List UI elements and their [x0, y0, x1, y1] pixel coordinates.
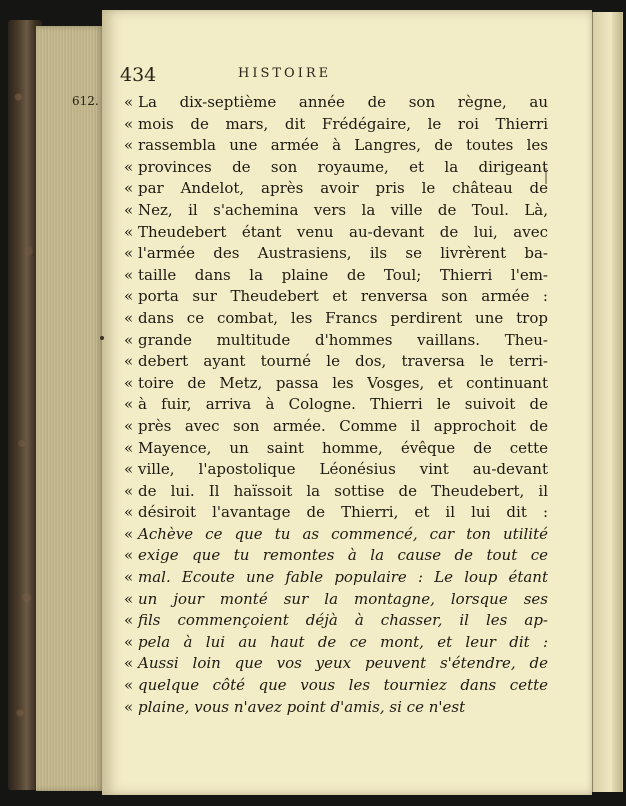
text-line	[124, 286, 548, 308]
line-text: de lui. Il haïssoit la sottise de Theudebert, il	[138, 481, 548, 500]
text-line	[124, 92, 548, 114]
line-text: grande multitude d'hommes vaillans. Theu-	[138, 330, 548, 349]
text-line	[124, 265, 548, 287]
quote-mark: «	[124, 308, 134, 327]
text-line	[124, 373, 548, 395]
text-line	[124, 567, 548, 589]
quote-mark: «	[124, 244, 134, 263]
text-line	[124, 114, 548, 136]
line-text: plaine, vous n'avez point d'amis, si ce n'est	[138, 697, 466, 716]
line-text: fils commençoient déjà à chasser, il les ap-	[138, 611, 548, 630]
line-text: désiroit l'avantage de Thierri, et il lui dit :	[138, 503, 548, 522]
quote-mark: «	[124, 114, 134, 133]
text-line	[124, 135, 548, 157]
line-text: mois de mars, dit Frédégaire, le roi Thierri	[138, 114, 548, 133]
line-text: Theudebert étant venu au-devant de lui, avec	[138, 222, 548, 241]
line-text: rassembla une armée à Langres, de toutes les	[138, 136, 548, 155]
line-text: ville, l'apostolique Léonésius vint au-devant	[138, 460, 548, 479]
text-line	[124, 524, 548, 546]
quote-mark: «	[124, 93, 134, 111]
text-line	[124, 632, 548, 654]
text-line	[124, 416, 548, 438]
page-edges	[36, 26, 104, 791]
quote-mark: «	[124, 222, 134, 241]
quote-mark: «	[124, 265, 134, 284]
line-text: Aussi loin que vos yeux peuvent s'étendre, de	[138, 654, 548, 673]
quote-mark: «	[124, 481, 134, 500]
quote-mark: «	[124, 287, 134, 306]
text-line	[124, 308, 548, 330]
text-line	[124, 481, 548, 503]
quote-mark: «	[124, 568, 134, 587]
quote-mark: «	[124, 157, 134, 176]
text-line	[124, 697, 548, 719]
quote-mark: «	[124, 352, 134, 371]
quote-mark: «	[124, 330, 134, 349]
quote-mark: «	[124, 697, 134, 716]
body-text	[124, 92, 548, 718]
line-text: quelque côté que vous les tourniez dans cette	[138, 676, 548, 695]
text-line	[124, 330, 548, 352]
line-text: toire de Metz, passa les Vosges, et continuant	[138, 373, 548, 392]
line-text: l'armée des Austrasiens, ils se livrèrent ba-	[138, 244, 548, 263]
quote-mark: «	[124, 632, 134, 651]
text-line	[124, 157, 548, 179]
running-head: HISTOIRE	[238, 66, 332, 81]
line-text: Achève ce que tu as commencé, car ton utilité	[138, 524, 548, 543]
text-line	[124, 653, 548, 675]
quote-mark: «	[124, 503, 134, 522]
text-line	[124, 351, 548, 373]
quote-mark: «	[124, 611, 134, 630]
text-line	[124, 394, 548, 416]
quote-mark: «	[124, 589, 134, 608]
line-text: exige que tu remontes à la cause de tout ce	[138, 546, 548, 565]
line-text: Mayence, un saint homme, évêque de cette	[138, 438, 548, 457]
line-text: debert ayant tourné le dos, traversa le terri-	[138, 352, 548, 371]
line-text: taille dans la plaine de Toul; Thierri l'em-	[138, 265, 548, 284]
text-line	[124, 222, 548, 244]
line-text: un jour monté sur la montagne, lorsque ses	[138, 589, 548, 608]
quote-mark: «	[124, 676, 134, 695]
quote-mark: «	[124, 416, 134, 435]
line-text: provinces de son royaume, et la dirigeant	[138, 157, 548, 176]
text-line	[124, 438, 548, 460]
line-text: dans ce combat, les Francs perdirent une trop	[138, 308, 548, 327]
quote-mark: «	[124, 136, 134, 155]
quote-mark: «	[124, 438, 134, 457]
line-text: pela à lui au haut de ce mont, et leur dit :	[138, 632, 548, 651]
line-text: La dix-septième année de son règne, au	[138, 93, 548, 111]
text-line	[124, 459, 548, 481]
margin-date-note: 612.	[72, 94, 99, 108]
quote-mark: «	[124, 200, 134, 219]
quote-mark: «	[124, 179, 134, 198]
quote-mark: «	[124, 654, 134, 673]
line-text: à fuir, arriva à Cologne. Thierri le suivoit de	[138, 395, 548, 414]
quote-mark: «	[124, 460, 134, 479]
text-line	[124, 178, 548, 200]
quote-mark: «	[124, 524, 134, 543]
quote-mark: «	[124, 395, 134, 414]
line-text: porta sur Theudebert et renversa son armée :	[138, 287, 548, 306]
page-number: 434	[120, 64, 157, 86]
text-line	[124, 200, 548, 222]
line-text: mal. Ecoute une fable populaire : Le loup étant	[138, 568, 548, 587]
line-text: par Andelot, après avoir pris le château de	[138, 179, 548, 198]
quote-mark: «	[124, 546, 134, 565]
text-line	[124, 610, 548, 632]
text-line	[124, 675, 548, 697]
line-text: près avec son armée. Comme il approchoit de	[138, 416, 548, 435]
text-line	[124, 589, 548, 611]
quote-mark: «	[124, 373, 134, 392]
text-line	[124, 502, 548, 524]
text-line	[124, 545, 548, 567]
text-line	[124, 243, 548, 265]
line-text: Nez, il s'achemina vers la ville de Toul. Là,	[138, 200, 548, 219]
